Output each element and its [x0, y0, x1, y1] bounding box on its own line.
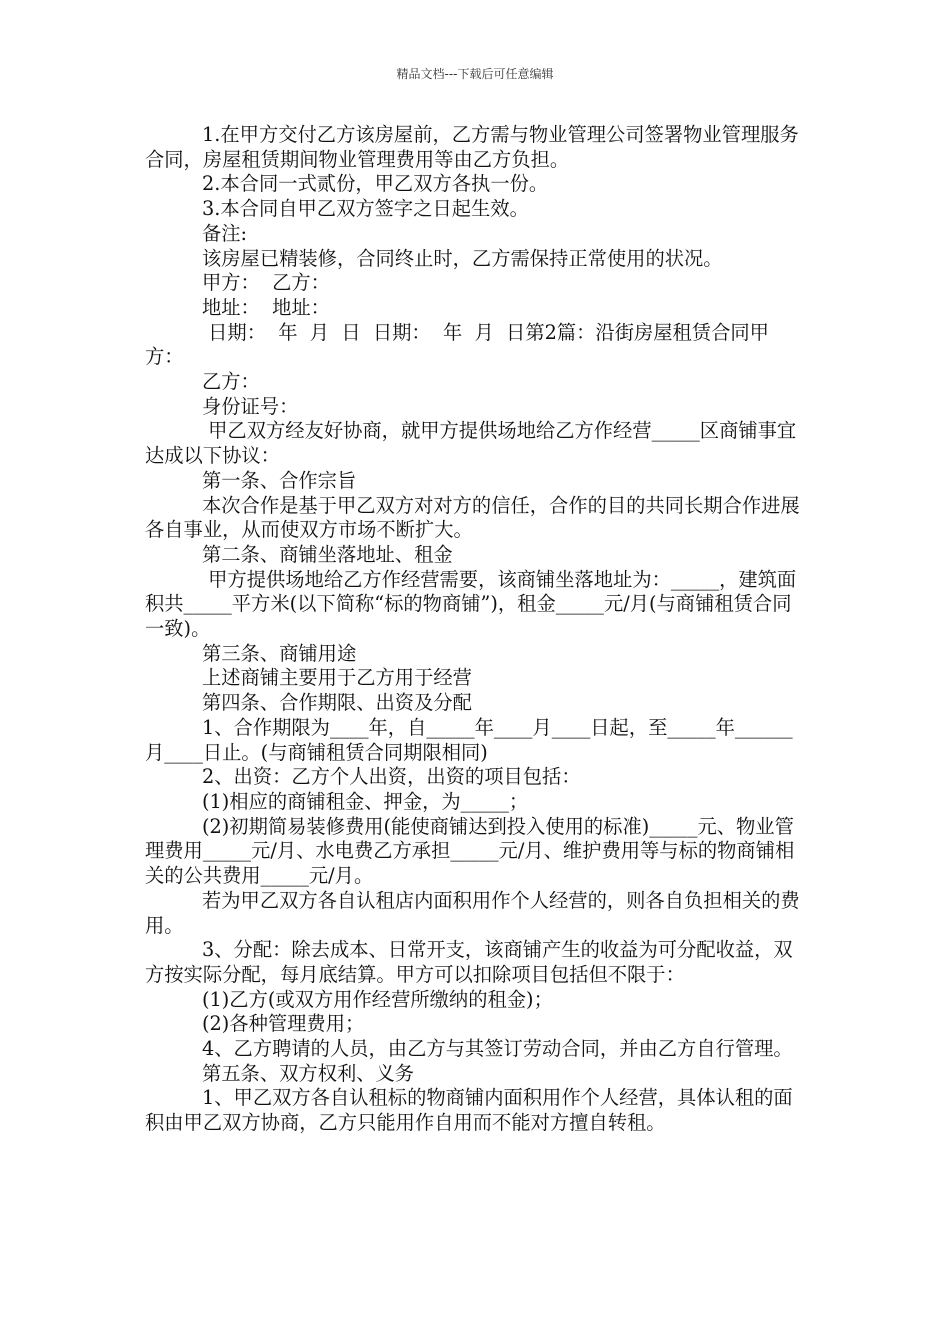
paragraph: 甲方提供场地给乙方作经营需要，该商铺坐落地址为：_____，建筑面积共_____平方米(以下简称“标的物商铺”)，租金_____元/月(与商铺租赁合同一致)。 [145, 567, 797, 641]
paragraph: 4、乙方聘请的人员，由乙方与其签订劳动合同，并由乙方自行管理。 [202, 1037, 793, 1061]
paragraph: (1)相应的商铺租金、押金，为_____； [202, 789, 529, 813]
paragraph: 该房屋已精装修，合同终止时，乙方需保持正常使用的状况。 [202, 246, 723, 270]
page-header: 精品文档---下载后可任意编辑 [396, 67, 554, 81]
paragraph: 本次合作是基于甲乙双方对对方的信任，合作的目的共同长期合作进展各自事业，从而使双方市场不断扩大。 [145, 493, 800, 542]
paragraph: 1.在甲方交付乙方该房屋前，乙方需与物业管理公司签署物业管理服务合同，房屋租赁期间物业管理费用等由乙方负担。 [145, 123, 799, 171]
paragraph: 1、合作期限为____年，自_____年____月____日起，至_____年______月____日止。(与商铺租赁合同期限相同) [145, 715, 793, 764]
paragraph: 第一条、合作宗旨 [202, 468, 357, 492]
paragraph: 1、甲乙双方各自认租标的物商铺内面积用作个人经营，具体认租的面积由甲乙双方协商，乙方只能用作自用而不能对方擅自转租。 [145, 1086, 793, 1135]
paragraph: (2)初期简易装修费用(能使商铺达到投入使用的标准)_____元、物业管理费用_____元/月、水电费乙方承担_____元/月、维护费用等与标的物商铺相关的公共费用_____元/月。 [145, 814, 795, 888]
paragraph: 乙方： [202, 370, 260, 394]
paragraph: (2)各种管理费用； [202, 1012, 365, 1036]
paragraph: 3、分配：除去成本、日常开支，该商铺产生的收益为可分配收益，双方按实际分配，每月底结算。甲方可以扣除项目包括但不限于： [145, 938, 793, 986]
paragraph: 若为甲乙双方各自认租店内面积用作个人经营的，则各自负担相关的费用。 [145, 888, 800, 937]
paragraph: 地址： 地址： [202, 295, 330, 319]
document-body [145, 123, 805, 1136]
paragraph: 3.本合同自甲乙双方签字之日起生效。 [202, 197, 529, 221]
paragraph: 2、出资：乙方个人出资，出资的项目包括： [202, 765, 581, 789]
paragraph: (1)乙方(或双方用作经营所缴纳的租金)； [202, 987, 553, 1011]
paragraph: 第五条、双方权利、义务 [202, 1061, 415, 1085]
paragraph: 上述商铺主要用于乙方用于经营 [202, 666, 472, 690]
paragraph: 身份证号： [202, 394, 299, 418]
paragraph: 日期： 年 月 日 日期： 年 月 日第2篇：沿街房屋租赁合同甲方： [145, 320, 769, 369]
paragraph: 甲乙双方经友好协商，就甲方提供场地给乙方作经营_____区商铺事宜达成以下协议： [145, 419, 797, 468]
paragraph: 第三条、商铺用途 [202, 641, 357, 665]
paragraph: 甲方： 乙方： [202, 271, 330, 295]
paragraph: 第四条、合作期限、出资及分配 [202, 691, 472, 715]
paragraph: 第二条、商铺坐落地址、租金 [202, 542, 453, 566]
paragraph: 备注: [202, 221, 248, 245]
paragraph: 2.本合同一式贰份，甲乙双方各执一份。 [202, 172, 549, 196]
